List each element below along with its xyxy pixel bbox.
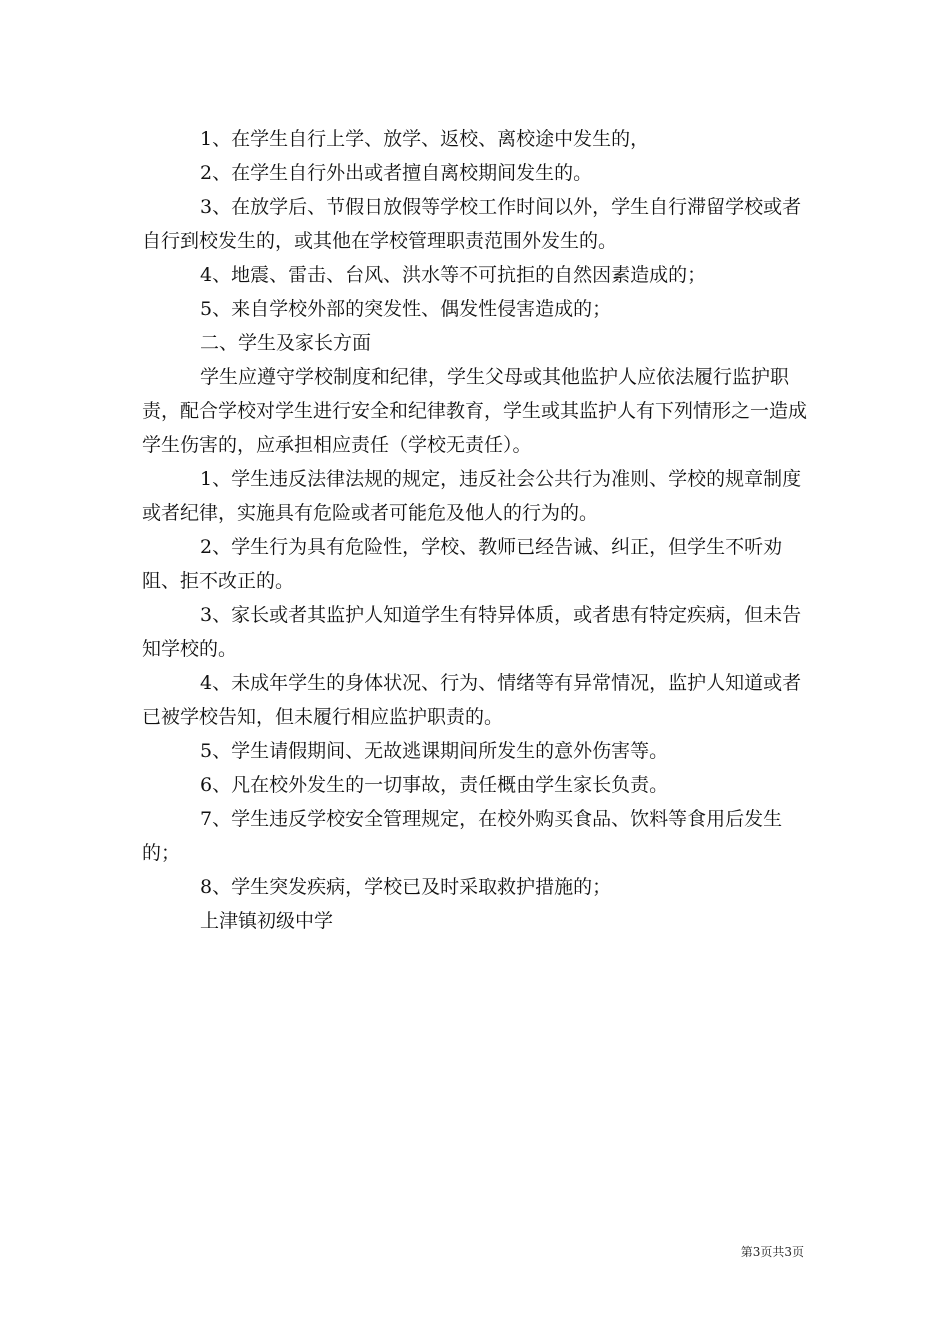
section-heading: 二、学生及家长方面 xyxy=(200,332,372,354)
paragraph-2: 2、在学生自行外出或者擅自离校期间发生的。 xyxy=(200,162,593,184)
page-number-footer: 第3页共3页 xyxy=(740,1245,804,1259)
paragraph-13: 8、学生突发疾病，学校已及时采取救护措施的； xyxy=(200,876,612,898)
paragraph-10: 5、学生请假期间、无故逃课期间所发生的意外伤害等。 xyxy=(200,740,669,762)
signature-school-name: 上津镇初级中学 xyxy=(200,910,334,932)
paragraph-12: 7、学生违反学校安全管理规定，在校外购买食品、饮料等食用后发生的； xyxy=(142,808,783,864)
paragraph-4: 4、地震、雷击、台风、洪水等不可抗拒的自然因素造成的； xyxy=(200,264,707,286)
paragraph-9: 4、未成年学生的身体状况、行为、情绪等有异常情况，监护人知道或者已被学校告知，但未履行相应监护职责的。 xyxy=(142,672,802,728)
paragraph-8: 3、家长或者其监护人知道学生有特异体质，或者患有特定疾病，但未告知学校的。 xyxy=(142,604,802,660)
paragraph-11: 6、凡在校外发生的一切事故，责任概由学生家长负责。 xyxy=(200,774,669,796)
paragraph-1: 1、在学生自行上学、放学、返校、离校途中发生的， xyxy=(200,128,650,150)
paragraph-intro: 学生应遵守学校制度和纪律，学生父母或其他监护人应依法履行监护职责，配合学校对学生进行安全和纪律教育，学生或其监护人有下列情形之一造成学生伤害的，应承担相应责任（学校无责任）。 xyxy=(142,366,808,456)
paragraph-3: 3、在放学后、节假日放假等学校工作时间以外，学生自行滞留学校或者自行到校发生的，或其他在学校管理职责范围外发生的。 xyxy=(142,196,802,252)
paragraph-6: 1、学生违反法律法规的规定，违反社会公共行为准则、学校的规章制度或者纪律，实施具有危险或者可能危及他人的行为的。 xyxy=(142,468,802,524)
paragraph-7: 2、学生行为具有危险性，学校、教师已经告诫、纠正，但学生不听劝阻、拒不改正的。 xyxy=(142,536,783,592)
document-body xyxy=(142,122,808,938)
paragraph-5: 5、来自学校外部的突发性、偶发性侵害造成的； xyxy=(200,298,612,320)
